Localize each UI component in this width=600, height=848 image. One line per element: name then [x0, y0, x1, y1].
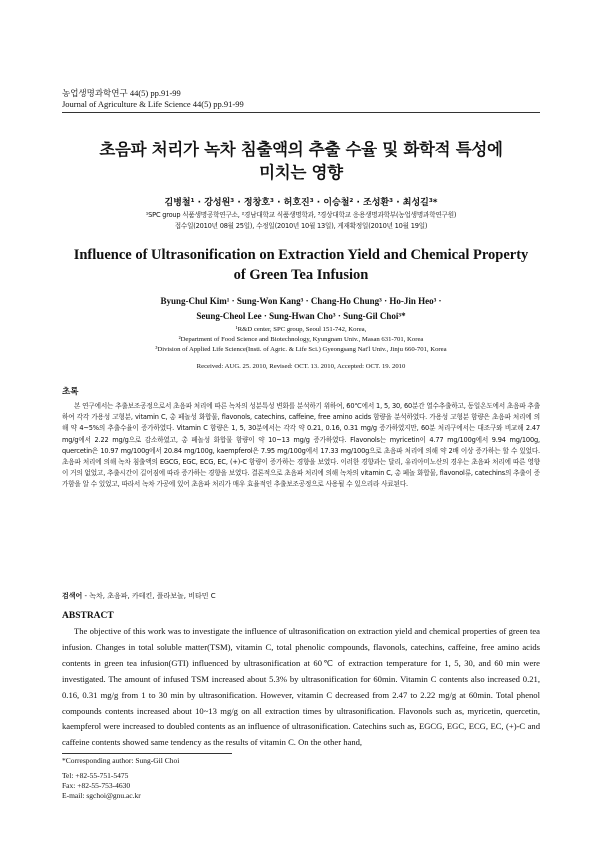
authors-en-line1: Byung-Chul Kim¹ · Sung-Won Kang³ · Chang-Ho Chung³ · Ho-Jin Heo³ · [160, 296, 442, 306]
abstract-en-heading: ABSTRACT [62, 611, 114, 621]
title-en-line1: Influence of Ultrasonification on Extraction Yield and Chemical Property [73, 247, 529, 263]
corresponding-email: E-mail: sgchoi@gnu.ac.kr [62, 791, 141, 800]
corresponding-fax: Fax: +82-55-753-4630 [62, 781, 131, 790]
authors-en-line2: Seung-Cheol Lee · Sung-Hwan Cho³ · Sung-Gil Choi³* [196, 311, 406, 321]
footnote-rule [62, 753, 232, 754]
title-ko-line2: 미치는 영향 [259, 163, 343, 182]
affiliation-en-2: ²Department of Food Science and Biotechnology, Kyungnam Univ., Masan 631-701, Korea [178, 336, 424, 343]
dates-en: Received: AUG. 25. 2010, Revised: OCT. 13. 2010, Accepted: OCT. 19. 2010 [196, 363, 406, 370]
abstract-ko-text: 본 연구에서는 추출보조공정으로서 초음파 처리에 따른 녹차의 성분특성 변화를 분석하기 위하여, 60℃에서 1, 5, 30, 60분간 열수추출하고, 동일온도에서 초음파 추출하여 각각 가용성 고형분, vitamin C, 총 페놀성 화합물, flavonols, catechins, caffeine, free amino acids 함량을 분석하였다. 가용성 고형분 함량은 초음파 처리에 의해 약 4~5%의 추출수율이 증가하였다. Vitamin C 함량은 1, 5, 30분에서는 각각 약 0.21, 0.16, 0.31 mg/g 증가하였지만, 60분 처리구에서는 대조구와 비교해 2.47 mg/g에서 2.22 mg/g으로 감소하였고, 총 페놀성 화합물 함량이 약 10~13 mg/g 증가하였다. Flavonols는 myricetin이 4.77 mg/100g에서 9.94 mg/100g, quercetin은 10.97 mg/100g에서 20.84 mg/100g, kaempferol은 7.95 mg/100g에서 17.33 mg/100g으로 초음파 처리에 의해 약 2배 이상 증가하는 할 수 있었다. 초음파 처리에 의해 녹차 침출액의 EGCG, EGC, ECG, EC, (+)-C 함량이 증가하는 경향을 보였다. 이러한 경향과는 달리, 유리아미노산의 경우는 초음파 처리에 따른 영향이 거의 없었고, 추출시간이 길어짐에 따라 증가하는 경향을 보였다. 결론적으로 초음파 처리에 의해 녹차의 vitamin C, 총 페놀 화합물, flavonol류, catechins의 추출이 증가함을 알 수 있었고, 따라서 녹차 가공에 있어 초음파 처리가 매우 효율적인 추출보조공정으로 사용될 수 있으리라 사료된다. [62, 402, 540, 489]
journal-header-en: Journal of Agriculture & Life Science 44(5) pp.91-99 [62, 99, 244, 109]
keywords-ko-text: - 녹차, 초음파, 카테킨, 플라보놀, 비타민 C [84, 592, 216, 600]
journal-header-ko: 농업생명과학연구 44(5) pp.91-99 [62, 88, 181, 98]
corresponding-tel: Tel: +82-55-751-5475 [62, 771, 129, 780]
header-rule [62, 112, 540, 113]
title-ko-line1: 초음파 처리가 녹차 침출액의 추출 수율 및 화학적 특성에 [99, 140, 503, 159]
abstract-en-text: The objective of this work was to investigate the influence of ultrasonification on extraction yield and chemical properties of green tea infusion. Changes in total soluble matter(TSM), vitamin C, total phenolic compounds, flavonols, catechins, caffeine, free amino acids contents in green tea infusion(GTI) influenced by ultrasonification at 60℃ of extraction temperature for 1, 5, 30, and 60 min were investigated. The amount of infused TSM increased about 5.3% by ultrasonification for 60min. Vitamin C contents also increased 0.21, 0.16, 0.31 mg/g from 1 to 30 min by ultrasonification. However, vitamin C decreased from 2.47 to 2.22 mg/g at 60min. Total phenol compounds contents increased about 10~13 mg/g on all extraction times by ultrasonification. Flavonols such as, myricetin, quercetin, kaempferol were increased to doubled contents as an influence of ultrasonification. Catechins such as, EGCG, EGC, ECG, EC, (+)-C and caffeine contents showed same tendency as the results of vitamin C. On the other hand, [62, 626, 540, 748]
affiliation-en-1: ¹R&D center, SPC group, Seoul 151-742, Korea, [235, 326, 367, 333]
keywords-ko [62, 591, 216, 601]
title-en-line2: of Green Tea Infusion [233, 267, 369, 283]
keywords-ko-label: 검색어 [62, 592, 83, 600]
corresponding-author: *Corresponding author: Sung-Gil Choi [62, 756, 180, 765]
affiliation-en-3: ³Division of Applied Life Science(Insti. of Agric. & Life Sci.) Gyeongsang Nat'l Univ., Jinju 660-701, Korea [155, 346, 447, 353]
abstract-ko-heading: 초록 [62, 387, 79, 397]
affiliations-ko: ¹SPC group 식품생명공학연구소, ²경남대학교 식품생명학과, ³경상대학교 응용생명과학부(농업생명과학연구원) [145, 211, 457, 219]
dates-ko: 접수일(2010년 08월 25일), 수정일(2010년 10월 13일), 게재확정일(2010년 10월 19일) [174, 222, 428, 230]
authors-ko: 김병철¹ · 강성원³ · 정창호³ · 허호진³ · 이승철² · 조성환³ · 최성길³* [164, 198, 438, 208]
